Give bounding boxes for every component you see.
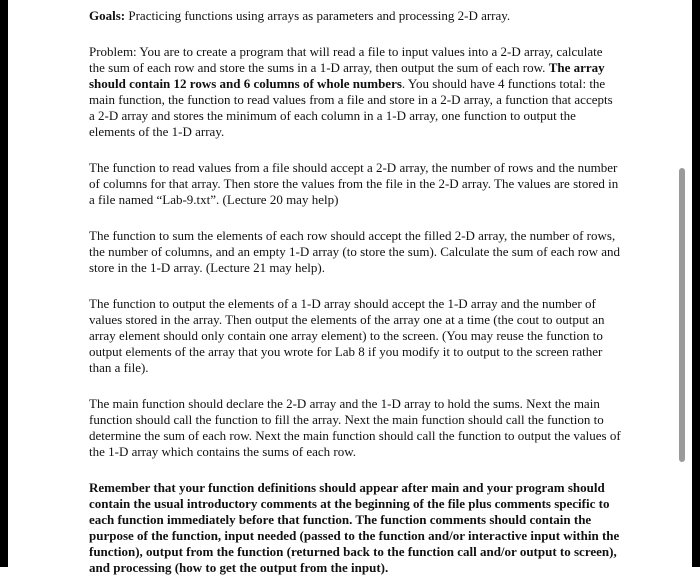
sum-function-paragraph: The function to sum the elements of each row should accept the filled 2-D array, the number of rows, the number of columns, and an empty 1-D array (to store the sum). Calculate the sum of each row and store in the 1-D array. (Lecture 21 may help).: [89, 228, 621, 275]
vertical-scrollbar[interactable]: [679, 168, 685, 462]
right-border: [692, 0, 700, 567]
read-function-paragraph: The function to read values from a file should accept a 2-D array, the number of rows and the number of columns for that array. Then store the values from the file in the 2-D array. The values are stored in a file named “Lab-9.txt”. (Lecture 20 may help): [89, 160, 619, 207]
left-border: [0, 0, 8, 567]
assignment-document: [89, 8, 621, 576]
goals-text: Practicing functions using arrays as parameters and processing 2-D array.: [125, 8, 511, 23]
problem-paragraph: [89, 44, 621, 140]
main-function-paragraph: The main function should declare the 2-D array and the 1-D array to hold the sums. Next the main function should call the function to fill the array. Next the main function should call the function to determine the sum of each row. Next the main function should call the function to output the values of the 1-D array which contains the sums of each row.: [89, 396, 621, 459]
problem-text-b: . You should have 4 functions total: the main function, the function to read values from a file and store in a 2-D array, a function that accepts a 2-D array and stores the minimum of each column in a 1-D array, one function to output the elements of the 1-D array.: [89, 76, 613, 139]
goals-label: Goals:: [89, 8, 126, 23]
goals-paragraph: [89, 8, 621, 24]
problem-bold-requirement: The array should contain 12 rows and 6 columns of whole numbers: [89, 60, 605, 91]
remember-text: Remember that your function definitions should appear after main and your program should contain the usual introductory comments at the beginning of the file plus comments specific to each function immediately before that function. The function comments should contain the purpose of the function, input needed (passed to the function and/or interactive input within the function), output from the function (returned back to the function call and/or output to screen), and processing (how to get the output from the input).: [89, 480, 620, 575]
output-function-paragraph: The function to output the elements of a 1-D array should accept the 1-D array and the number of values stored in the array. Then output the elements of the array one at a time (the cout to output an array element should only contain one array element) to the screen. (You may reuse the function to output elements of the array that you wrote for Lab 8 if you modify it to output to the screen rather than a file).: [89, 296, 605, 375]
problem-text-a: Problem: You are to create a program that will read a file to input values into a 2-D array, calculate the sum of each row and store the sums in a 1-D array, then output the sum of each row.: [89, 44, 603, 75]
remember-paragraph: [89, 480, 621, 576]
